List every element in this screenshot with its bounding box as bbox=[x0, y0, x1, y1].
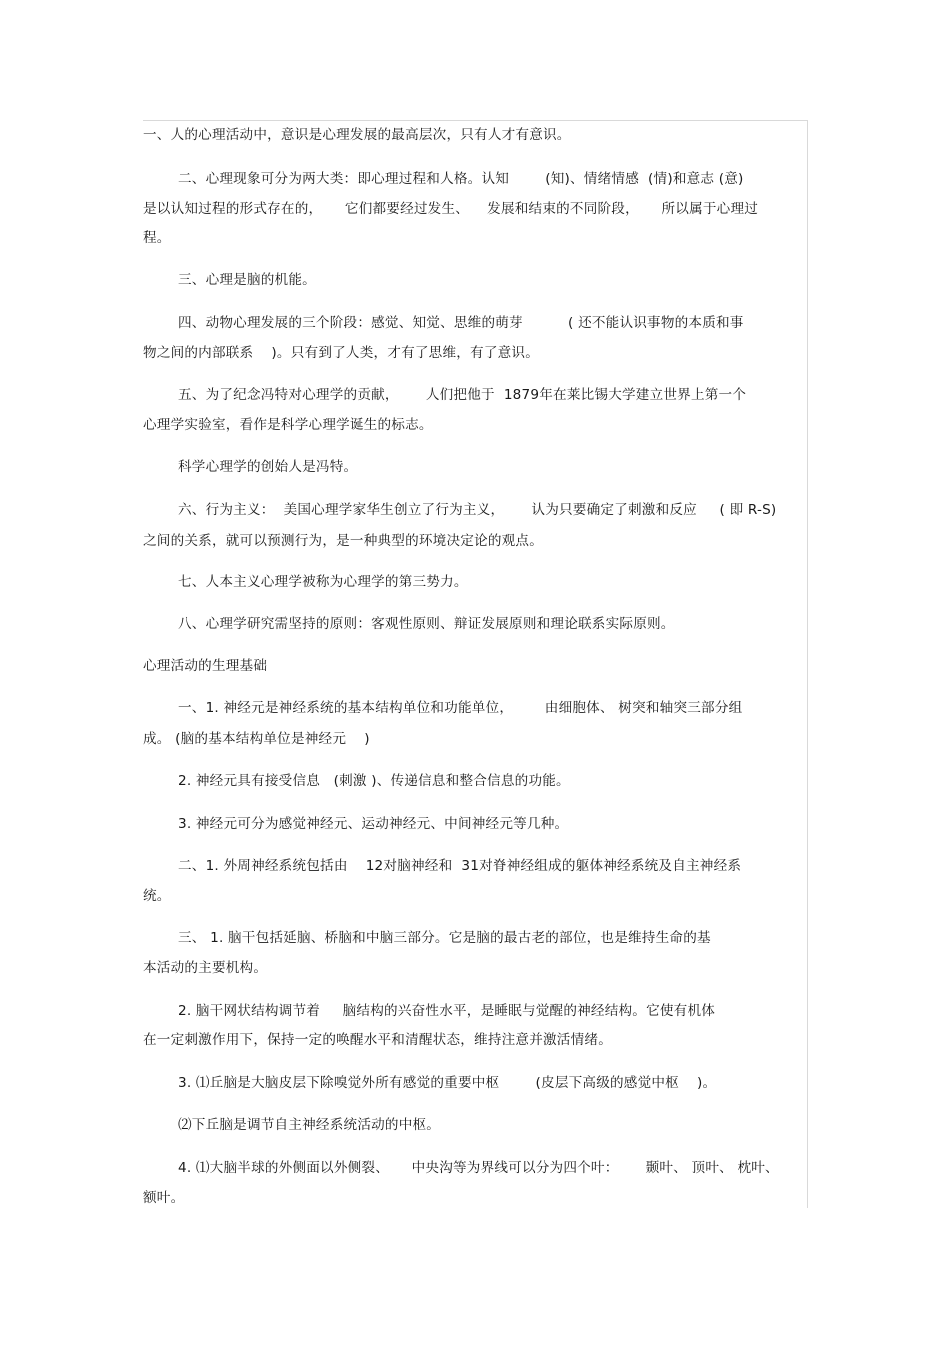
paragraph-2-line-1: 二、心理现象可分为两大类：即心理过程和人格。认知 (知)、情绪情感 (情)和意志 (意) bbox=[178, 171, 744, 187]
paragraph-1-line-1: 一、人的心理活动中，意识是心理发展的最高层次，只有人才有意识。 bbox=[143, 127, 571, 143]
paragraph-18-line-2: 额叶。 bbox=[143, 1190, 185, 1206]
paragraph-13-line-1: 二、1. 外周神经系统包括由 12对脑神经和 31对脊神经组成的躯体神经系统及自主神经系 bbox=[178, 858, 742, 874]
paragraph-15-line-1: 2. 脑干网状结构调节着 脑结构的兴奋性水平，是睡眠与觉醒的神经结构。它使有机体 bbox=[178, 1003, 716, 1019]
paragraph-5-line-1: 五、为了纪念冯特对心理学的贡献， 人们把他于 1879年在莱比锡大学建立世界上第一个 bbox=[178, 387, 747, 403]
paragraph-9-line-1: 八、心理学研究需坚持的原则：客观性原则、辩证发展原则和理论联系实际原则。 bbox=[178, 616, 675, 632]
paragraph-7-line-2: 之间的关系，就可以预测行为，是一种典型的环境决定论的观点。 bbox=[143, 533, 544, 549]
paragraph-2-line-2: 是以认知过程的形式存在的， 它们都要经过发生、 发展和结束的不同阶段， 所以属于心理过 bbox=[143, 201, 759, 217]
paragraph-7-line-1: 六、行为主义： 美国心理学家华生创立了行为主义， 认为只要确定了刺激和反应 ( 即 R-S) bbox=[178, 502, 777, 518]
paragraph-4-line-2: 物之间的内部联系 )。只有到了人类，才有了思维，有了意识。 bbox=[143, 345, 540, 361]
paragraph-2-line-3: 程。 bbox=[143, 230, 171, 246]
paragraph-15-line-2: 在一定刺激作用下，保持一定的唤醒水平和清醒状态，维持注意并激活情绪。 bbox=[143, 1032, 612, 1048]
paragraph-10-line-1: 一、1. 神经元是神经系统的基本结构单位和功能单位， 由细胞体、 树突和轴突三部分组 bbox=[178, 700, 743, 716]
paragraph-11-line-1: 2. 神经元具有接受信息 (刺激 )、传递信息和整合信息的功能。 bbox=[178, 773, 570, 789]
paragraph-18-line-1: 4. ⑴大脑半球的外侧面以外侧裂、 中央沟等为界线可以分为四个叶： 颞叶、 顶叶、 枕叶、 bbox=[178, 1160, 779, 1176]
paragraph-4-line-1: 四、动物心理发展的三个阶段：感觉、知觉、思维的萌芽 ( 还不能认识事物的本质和事 bbox=[178, 315, 744, 331]
paragraph-17-line-1: ⑵下丘脑是调节自主神经系统活动的中枢。 bbox=[178, 1117, 441, 1133]
paragraph-14-line-1: 三、 1. 脑干包括延脑、桥脑和中脑三部分。它是脑的最古老的部位，也是维持生命的基 bbox=[178, 930, 711, 946]
paragraph-13-line-2: 统。 bbox=[143, 888, 171, 904]
paragraph-5-line-2: 心理学实验室，看作是科学心理学诞生的标志。 bbox=[143, 417, 433, 433]
paragraph-14-line-2: 本活动的主要机构。 bbox=[143, 960, 268, 976]
paragraph-3-line-1: 三、心理是脑的机能。 bbox=[178, 272, 316, 288]
paragraph-8-line-1: 七、人本主义心理学被称为心理学的第三势力。 bbox=[178, 574, 468, 590]
section-heading: 心理活动的生理基础 bbox=[143, 658, 268, 674]
paragraph-16-line-1: 3. ⑴丘脑是大脑皮层下除嗅觉外所有感觉的重要中枢 (皮层下高级的感觉中枢 )。 bbox=[178, 1075, 717, 1091]
paragraph-6-line-1: 科学心理学的创始人是冯特。 bbox=[178, 459, 358, 475]
paragraph-10-line-2: 成。 (脑的基本结构单位是神经元 ) bbox=[143, 731, 370, 747]
paragraph-12-line-1: 3. 神经元可分为感觉神经元、运动神经元、中间神经元等几种。 bbox=[178, 816, 569, 832]
